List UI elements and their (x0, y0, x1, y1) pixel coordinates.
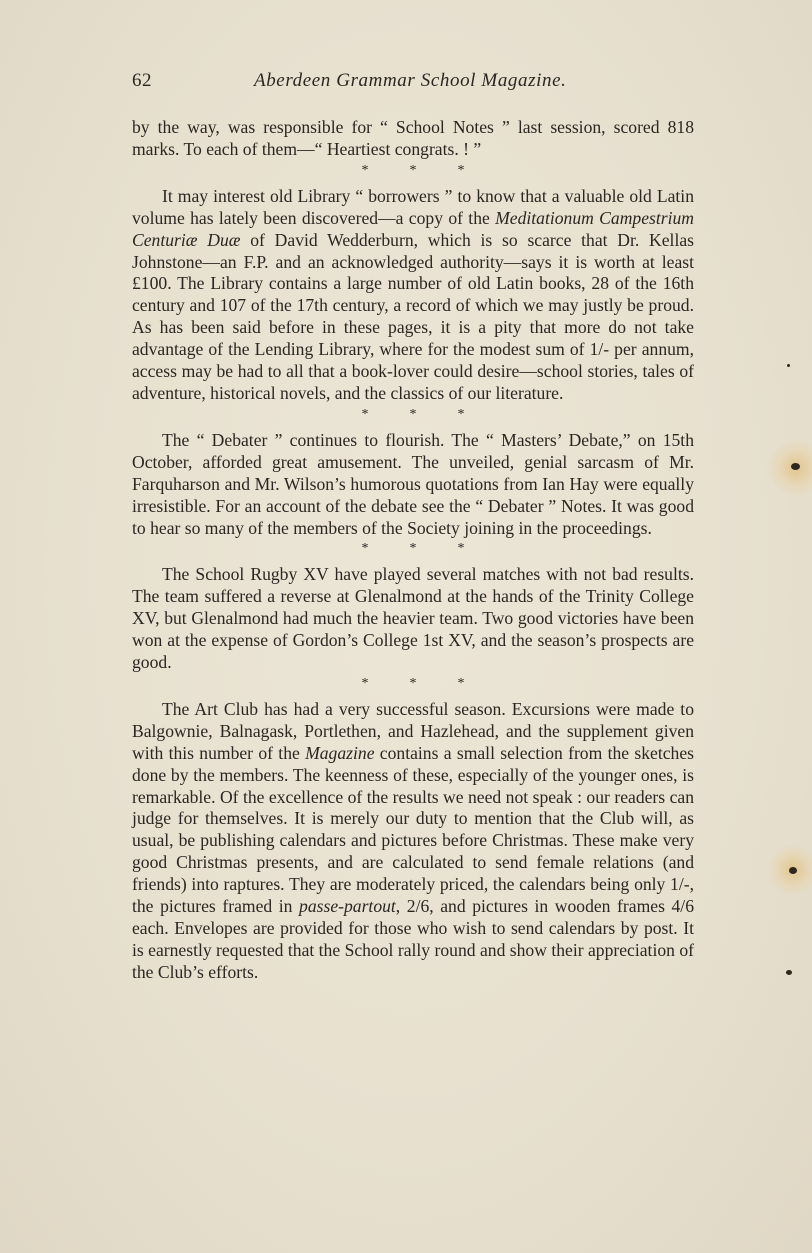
art-club-text-start: The Art Club has had a very successful season. Excursions were made to Balgownie, Balnagask, Portlethen, and Hazlehead, and the supplement given with this number of the (132, 698, 694, 763)
separator-star: * (409, 541, 417, 557)
binding-hole-mark (787, 364, 790, 367)
section-separator (132, 676, 694, 692)
magazine-title: Magazine (305, 742, 375, 763)
separator-star: * (361, 162, 369, 178)
section-separator (132, 407, 694, 423)
binding-hole-mark (789, 867, 797, 874)
book-title: Meditationum Campestrium Centuriæ Duæ (132, 207, 694, 250)
passe-partout-term: passe-partout (299, 896, 396, 917)
art-club-text-middle: contains a small selection from the sketches done by the members. The keenness of these, especially of the younger ones, is remarkable. Of the excellence of the results we need not speak : our readers can judge for themselves. It is merely our duty to mention that the Club will, as usual, be publishing calendars and pictures before Christmas. These make very good Christmas presents, and are calculated to send female relations (and friends) into raptures. They are moderately priced, the calendars being only 1/-, the pictures framed in (132, 742, 694, 917)
separator-star: * (457, 675, 465, 691)
binding-hole-mark (791, 463, 800, 470)
binding-hole-glow (768, 440, 812, 496)
separator-star: * (361, 541, 369, 557)
paragraph-debater: The “ Debater ” continues to flourish. The “ Masters’ Debate,” on 15th October, afforded great amusement. The unveiled, genial sarcasm of Mr. Farquharson and Mr. Wilson’s humorous quotations from Ian Hay were equally irresistible. For an account of the debate see the “ Debater ” Notes. It was good to hear so many of the members of the Society joining in the proceedings. (132, 429, 694, 538)
separator-star: * (457, 406, 465, 422)
paragraph-library (132, 186, 694, 405)
page-header (132, 70, 692, 98)
art-club-text-end: , 2/6, and pictures in wooden frames 4/6 each. Envelopes are provided for those who wish to send calendars by post. It is earnestly requested that the School rally round and show their appreciation of the Club’s efforts. (132, 896, 694, 982)
paragraph-exam-results: by the way, was responsible for “ School Notes ” last session, scored 818 marks. To each of them—“ Heartiest congrats. ! ” (132, 117, 694, 159)
library-text-end: of David Wedderburn, which is so scarce that Dr. Kellas Johnstone—an F.P. and an acknowledged authority—says it is worth at least £100. The Library contains a large number of old Latin books, 28 of the 16th century and 107 of the 17th century, a record of which we may justly be proud. As has been said before in these pages, it is a pity that more do not take advantage of the Lending Library, where for the modest sum of 1/- per annum, access may be had to all that a book-lover could desire—school stories, tales of adventure, historical novels, and the classics of our literature. (132, 229, 694, 403)
separator-star: * (409, 162, 417, 178)
section-separator (132, 163, 694, 179)
running-title: Aberdeen Grammar School Magazine. (254, 70, 567, 91)
separator-star: * (409, 406, 417, 422)
separator-star: * (361, 675, 369, 691)
separator-star: * (409, 675, 417, 691)
separator-star: * (457, 541, 465, 557)
paragraph-art-club (132, 699, 694, 984)
page-number: 62 (132, 70, 152, 91)
section-separator (132, 541, 694, 557)
separator-star: * (457, 162, 465, 178)
binding-hole-mark (786, 970, 792, 975)
library-text-start: It may interest old Library “ borrowers ” to know that a valuable old Latin volume has lately been discovered—a copy of the (132, 185, 694, 228)
paragraph-rugby: The School Rugby XV have played several matches with not bad results. The team suffered a reverse at Glenalmond at the hands of the Trinity College XV, but Glenalmond had much the heavier team. Two good victories have been won at the expense of Gordon’s College 1st XV, and the season’s prospects are good. (132, 564, 694, 673)
body-text (132, 117, 694, 984)
separator-star: * (361, 406, 369, 422)
